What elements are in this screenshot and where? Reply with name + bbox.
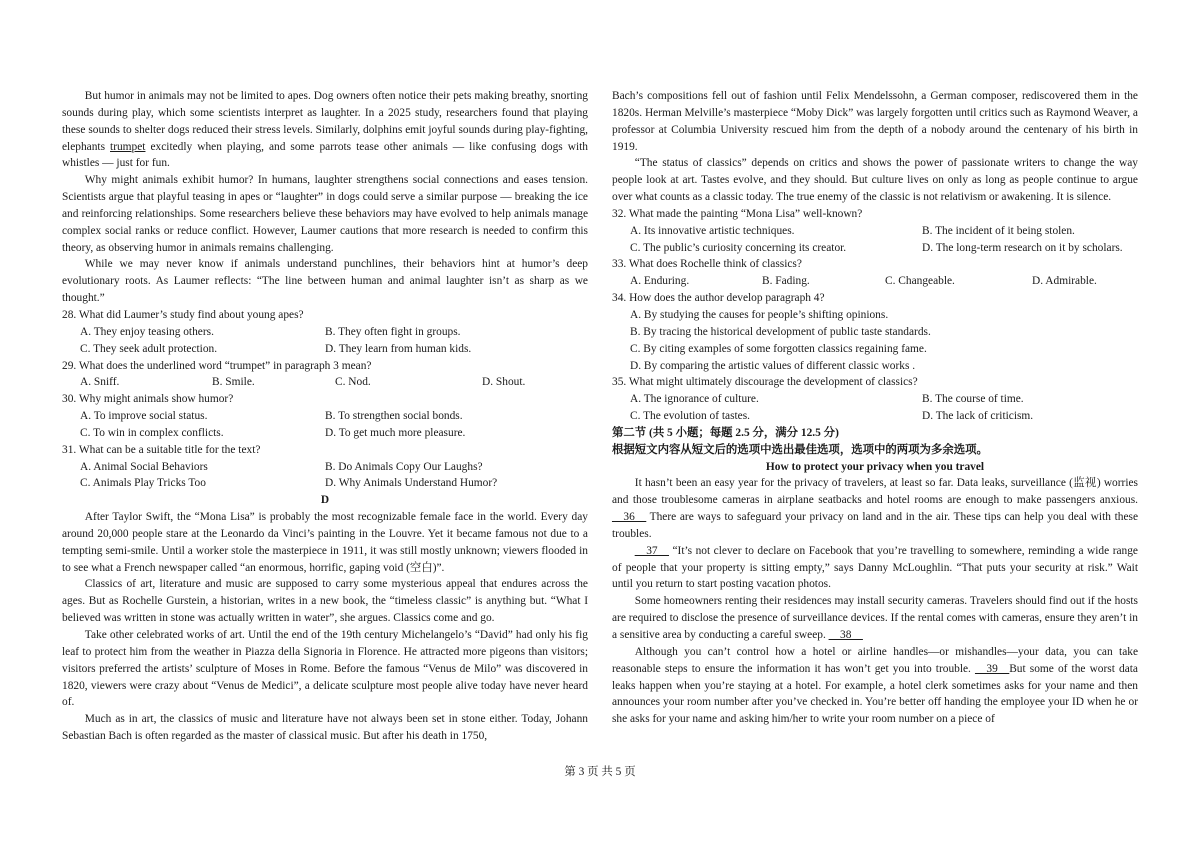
paragraph: Why might animals exhibit humor? In humans, laughter strengthens social connections and eases tension. Scientists argue that playful teasing in apes or “laughter” in dogs could serve a similar purpose — breaking the ice and reinforcing relationships. Some researchers believe these behaviors may have evolved to help animals manage complex social ranks or reduce conflict. However, Laumer cautions that more research is needed to confirm this theory, as observing humor in animals remains challenging. <box>62 174 588 254</box>
options-row <box>612 273 1138 290</box>
paragraph: But humor in animals may not be limited to apes. Dog owners often notice their pets making breathy, snorting sounds during play, which some scientists interpret as laughter. In a 2025 study, researchers found that playing these sounds to shelter dogs reduced their stress levels. Similarly, dolphins emit joyful sounds during play-fighting, elephants trumpet excitedly when playing, and some parrots tease other animals — like confusing dogs with whistles — just for fun. <box>62 90 588 170</box>
option: D. The lack of criticism. <box>922 410 1034 423</box>
option: C. By citing examples of some forgotten classics regaining fame. <box>630 342 927 355</box>
blank-39: __39__ <box>975 662 1010 675</box>
question-31: 31. What can be a suitable title for the text? <box>62 443 261 456</box>
option: A. Enduring. <box>630 275 690 288</box>
question-35: 35. What might ultimately discourage the development of classics? <box>612 376 918 389</box>
section-instructions: 根据短文内容从短文后的选项中选出最佳选项，选项中的两项为多余选项。 <box>612 443 988 456</box>
option: C. Animals Play Tricks Too <box>80 477 206 490</box>
options-row <box>612 240 1138 257</box>
option: B. They often fight in groups. <box>325 325 461 338</box>
left-column <box>62 88 588 745</box>
options-row <box>62 425 588 442</box>
option: A. By studying the causes for people’s shifting opinions. <box>630 308 889 321</box>
options-row <box>62 475 588 492</box>
question-28: 28. What did Laumer’s study find about young apes? <box>62 308 304 321</box>
options-row <box>62 341 588 358</box>
options-row <box>62 408 588 425</box>
paragraph: Some homeowners renting their residences may install security cameras. Travelers should find out if the hosts are required to disclose the presence of surveillance devices. If the rental comes with cameras, ensure they aren’t in a sensitive area by conducting a careful sweep. __38__ <box>612 595 1138 641</box>
passage-title: How to protect your privacy when you travel <box>765 460 985 473</box>
option: A. Its innovative artistic techniques. <box>630 224 795 237</box>
option: D. Admirable. <box>1032 275 1097 288</box>
paragraph: Bach’s compositions fell out of fashion until Felix Mendelssohn, a German composer, rediscovered them in the 1820s. Herman Melville’s masterpiece “Moby Dick” was largely forgotten until critics such as Raymond Weaver, a professor at Columbia University rescued him from the depth of a nobody around the centenary of his birth in 1919. <box>612 90 1138 153</box>
options-row <box>62 324 588 341</box>
option: C. Nod. <box>335 376 371 389</box>
paragraph: Take other celebrated works of art. Until the end of the 19th century Michelangelo’s “David” had only his fig leaf to protect him from the weather in Piazza della Signoria in Florence. He attracted more pigeons than visitors; visitors preferred the artists’ sculpture of Moses in Rome. Before the famous “Venus de Milo” was discovered in 1820, viewers were crazy about “Venus de Medici”, a delicate sculpture most people alive today have never heard of. <box>62 629 588 709</box>
option: D. Shout. <box>482 376 526 389</box>
option: B. Smile. <box>212 376 255 389</box>
underlined-word: trumpet <box>110 140 146 153</box>
right-column <box>612 88 1138 728</box>
section-two-heading: 第二节 (共 5 小题；每题 2.5 分，满分 12.5 分) <box>612 426 839 439</box>
option: C. The evolution of tastes. <box>630 410 751 423</box>
paragraph: “The status of classics” depends on critics and shows the power of passionate writers to change the way people look at art. Tastes evolve, and they should. But culture lives on only as long as people continue to argue over what counts as a classic today. The true enemy of the classic is not relativism or awakening. It is silence. <box>612 157 1138 204</box>
options-row <box>612 223 1138 240</box>
option: D. By comparing the artistic values of different classic works . <box>630 359 916 372</box>
paragraph: Classics of art, literature and music are supposed to carry some mysterious appeal that endures across the ages. But as Rochelle Gurstein, a historian, writes in a new book, the “timeless classic” is anything but. “What I believed was written in stone was actually written in water”, she argues. Classics come and go. <box>62 578 588 625</box>
option: A. The ignorance of culture. <box>630 393 759 406</box>
section-heading-d: D <box>320 494 330 507</box>
option: B. By tracing the historical development of public taste standards. <box>630 325 931 338</box>
question-32: 32. What made the painting “Mona Lisa” well-known? <box>612 207 863 220</box>
option: C. They seek adult protection. <box>80 342 218 355</box>
paragraph: While we may never know if animals understand punchlines, their behaviors hint at humor’s deep evolutionary roots. As Laumer reflects: “The line between human and animal laughter isn’t as sharp as we thought.” <box>62 258 588 305</box>
blank-36: __36__ <box>612 511 647 524</box>
blank-38: __38__ <box>828 629 863 641</box>
option: A. To improve social status. <box>80 410 208 423</box>
option: C. To win in complex conflicts. <box>80 426 224 439</box>
option: D. To get much more pleasure. <box>325 426 466 439</box>
question-30: 30. Why might animals show humor? <box>62 393 234 406</box>
options-row <box>62 374 588 391</box>
option: D. The long-term research on it by scholars. <box>922 241 1123 254</box>
blank-37: __37__ <box>634 544 669 557</box>
paragraph: After Taylor Swift, the “Mona Lisa” is probably the most recognizable female face in the world. Every day around 20,000 people stare at the Leonardo da Vinci’s painting in the Louvre. Yet it became famous not due to a tempting semi-smile. Until a worker stole the masterpiece in 1911, it was still mostly unknown; viewers flooded in to see what a French newspaper called “an enormous, horrific, gaping void (空白)”. <box>62 511 588 574</box>
option: D. Why Animals Understand Humor? <box>325 477 498 490</box>
option: A. Animal Social Behaviors <box>80 460 208 473</box>
option: B. Fading. <box>762 275 810 288</box>
options-row <box>612 408 1138 425</box>
options-row <box>612 391 1138 408</box>
paragraph: It hasn’t been an easy year for the privacy of travelers, at least so far. Data leaks, surveillance (监视) worries and those troublesome cameras in airplane seatbacks and hotel rooms are enough to make passengers anxious. __36__ There are ways to safeguard your privacy on land and in the air. These tips can help you deal with these troubles. <box>612 477 1138 540</box>
option: C. Changeable. <box>885 275 955 288</box>
paragraph: Much as in art, the classics of music and literature have not always been set in stone either. Today, Johann Sebastian Bach is often regarded as the master of classical music. But after his death in 1750, <box>62 713 588 743</box>
option: B. Do Animals Copy Our Laughs? <box>325 460 483 473</box>
option: B. The incident of it being stolen. <box>922 224 1075 237</box>
paragraph: Although you can’t control how a hotel or airline handles—or mishandles—your data, you can take reasonable steps to ensure the information it has won’t get you into trouble. __39__But some of the worst data leaks happen when you’re staying at a hotel. For example, a hotel clerk sometimes asks for your name and then announces your room number after you’ve checked in. You’re better off handing the employee your ID when he or she asks for your name and asking him/her to write your room number on a piece of <box>612 645 1138 726</box>
question-34: 34. How does the author develop paragraph 4? <box>612 292 825 305</box>
question-33: 33. What does Rochelle think of classics? <box>612 258 802 271</box>
option: A. Sniff. <box>80 376 120 389</box>
page-footer: 第 3 页 共 5 页 <box>564 766 636 778</box>
option: A. They enjoy teasing others. <box>80 325 214 338</box>
paragraph: __37__ “It’s not clever to declare on Facebook that you’re travelling to somewhere, reminding a wide range of people that your property is sitting empty,” says Danny McLoughlin. “That puts your security at risk.” Wait until you return to start posting vacation photos. <box>612 544 1138 591</box>
option: B. The course of time. <box>922 393 1024 406</box>
option: D. They learn from human kids. <box>325 342 472 355</box>
options-row <box>62 459 588 476</box>
option: C. The public’s curiosity concerning its creator. <box>630 241 847 254</box>
option: B. To strengthen social bonds. <box>325 410 463 423</box>
question-29: 29. What does the underlined word “trumpet” in paragraph 3 mean? <box>62 359 372 372</box>
